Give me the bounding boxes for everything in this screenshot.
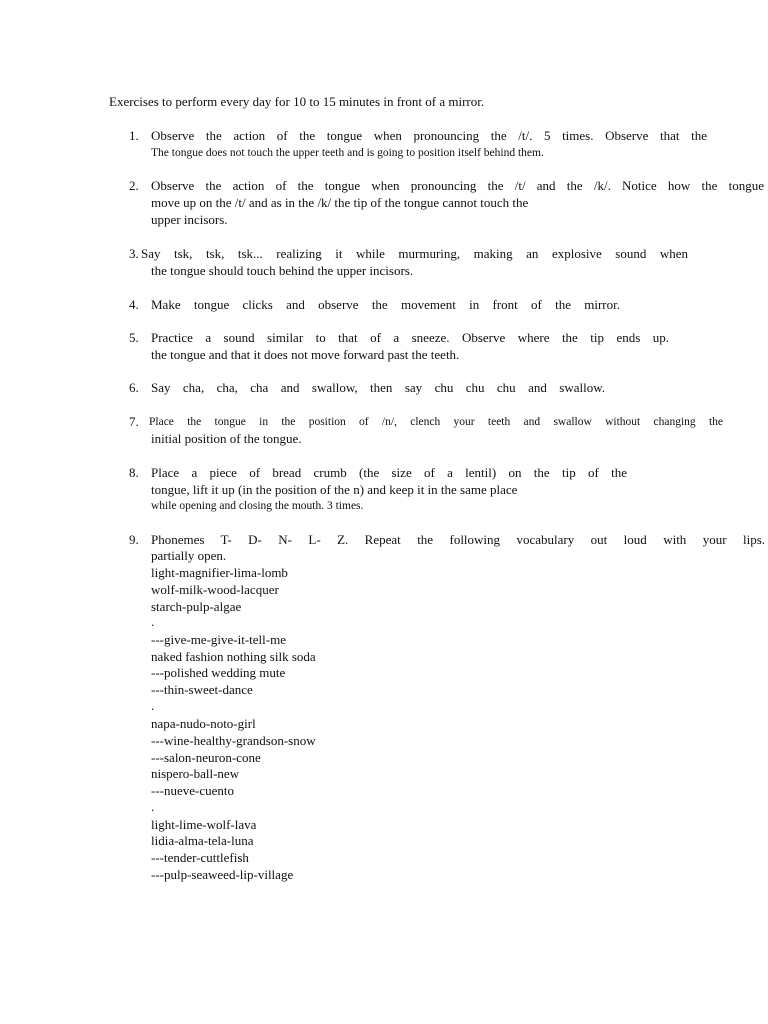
item-3-number: 3. [129, 246, 139, 261]
vocab-separator: . [151, 614, 155, 629]
item-5-line-2: the tongue and that it does not move forward past the teeth. [151, 347, 460, 362]
item-2-line-2: move up on the /t/ and as in the /k/ the tip of the tongue cannot touch the [151, 195, 529, 210]
vocab-line: ---give-me-give-it-tell-me [151, 632, 286, 647]
vocab-line: ---tender-cuttlefish [151, 850, 249, 865]
vocab-line: ---pulp-seaweed-lip-village [151, 867, 294, 882]
item-2-line-1: Observe the action of the tongue when pronouncing the /t/ and the /k/. Notice how the tongue [151, 178, 764, 193]
item-1-number: 1. [129, 128, 139, 143]
item-3-line-1: Say tsk, tsk, tsk... realizing it while murmuring, making an explosive sound when [141, 246, 688, 261]
item-5-number: 5. [129, 330, 139, 345]
item-6-number: 6. [129, 380, 139, 395]
item-8-number: 8. [129, 465, 139, 480]
vocab-separator: . [151, 698, 155, 713]
vocab-line: lidia-alma-tela-luna [151, 833, 254, 848]
item-3-line-2: the tongue should touch behind the upper incisors. [151, 263, 414, 278]
vocab-line: light-lime-wolf-lava [151, 817, 257, 832]
vocab-line: nispero-ball-new [151, 766, 240, 781]
item-8-line-1: Place a piece of bread crumb (the size of a lentil) on the tip of the [151, 465, 627, 480]
item-7-number: 7. [129, 414, 139, 429]
intro-heading: Exercises to perform every day for 10 to 15 minutes in front of a mirror. [109, 94, 485, 109]
item-2-line-3: upper incisors. [151, 212, 228, 227]
item-6-line-1: Say cha, cha, cha and swallow, then say chu chu chu and swallow. [151, 380, 605, 395]
vocab-line: wolf-milk-wood-lacquer [151, 582, 279, 597]
vocab-line: naked fashion nothing silk soda [151, 649, 316, 664]
item-2-number: 2. [129, 178, 139, 193]
vocab-line: ---polished wedding mute [151, 665, 286, 680]
vocab-line: ---salon-neuron-cone [151, 750, 261, 765]
item-8-line-3: while opening and closing the mouth. 3 times. [151, 500, 364, 512]
item-4-line-1: Make tongue clicks and observe the movement in front of the mirror. [151, 297, 620, 312]
item-4-number: 4. [129, 297, 139, 312]
item-9-number: 9. [129, 532, 139, 547]
item-7-line-2: initial position of the tongue. [151, 431, 302, 446]
item-7-line-1: Place the tongue in the position of /n/, clench your teeth and swallow without changing the [149, 416, 723, 428]
vocab-separator: . [151, 799, 155, 814]
vocab-line: napa-nudo-noto-girl [151, 716, 256, 731]
vocab-line: light-magnifier-lima-lomb [151, 565, 288, 580]
item-5-line-1: Practice a sound similar to that of a sneeze. Observe where the tip ends up. [151, 330, 669, 345]
item-9-line-1: Phonemes T- D- N- L- Z. Repeat the following vocabulary out loud with your lips. [151, 532, 765, 547]
item-1-line-1: Observe the action of the tongue when pronouncing the /t/. 5 times. Observe that the [151, 128, 707, 143]
item-9-line-2: partially open. [151, 548, 227, 563]
vocab-line: ---thin-sweet-dance [151, 682, 253, 697]
item-1-line-2: The tongue does not touch the upper teeth and is going to position itself behind them. [151, 147, 544, 159]
vocab-line: ---wine-healthy-grandson-snow [151, 733, 316, 748]
vocab-line: starch-pulp-algae [151, 599, 242, 614]
item-8-line-2: tongue, lift it up (in the position of the n) and keep it in the same place [151, 482, 518, 497]
vocab-line: ---nueve-cuento [151, 783, 235, 798]
